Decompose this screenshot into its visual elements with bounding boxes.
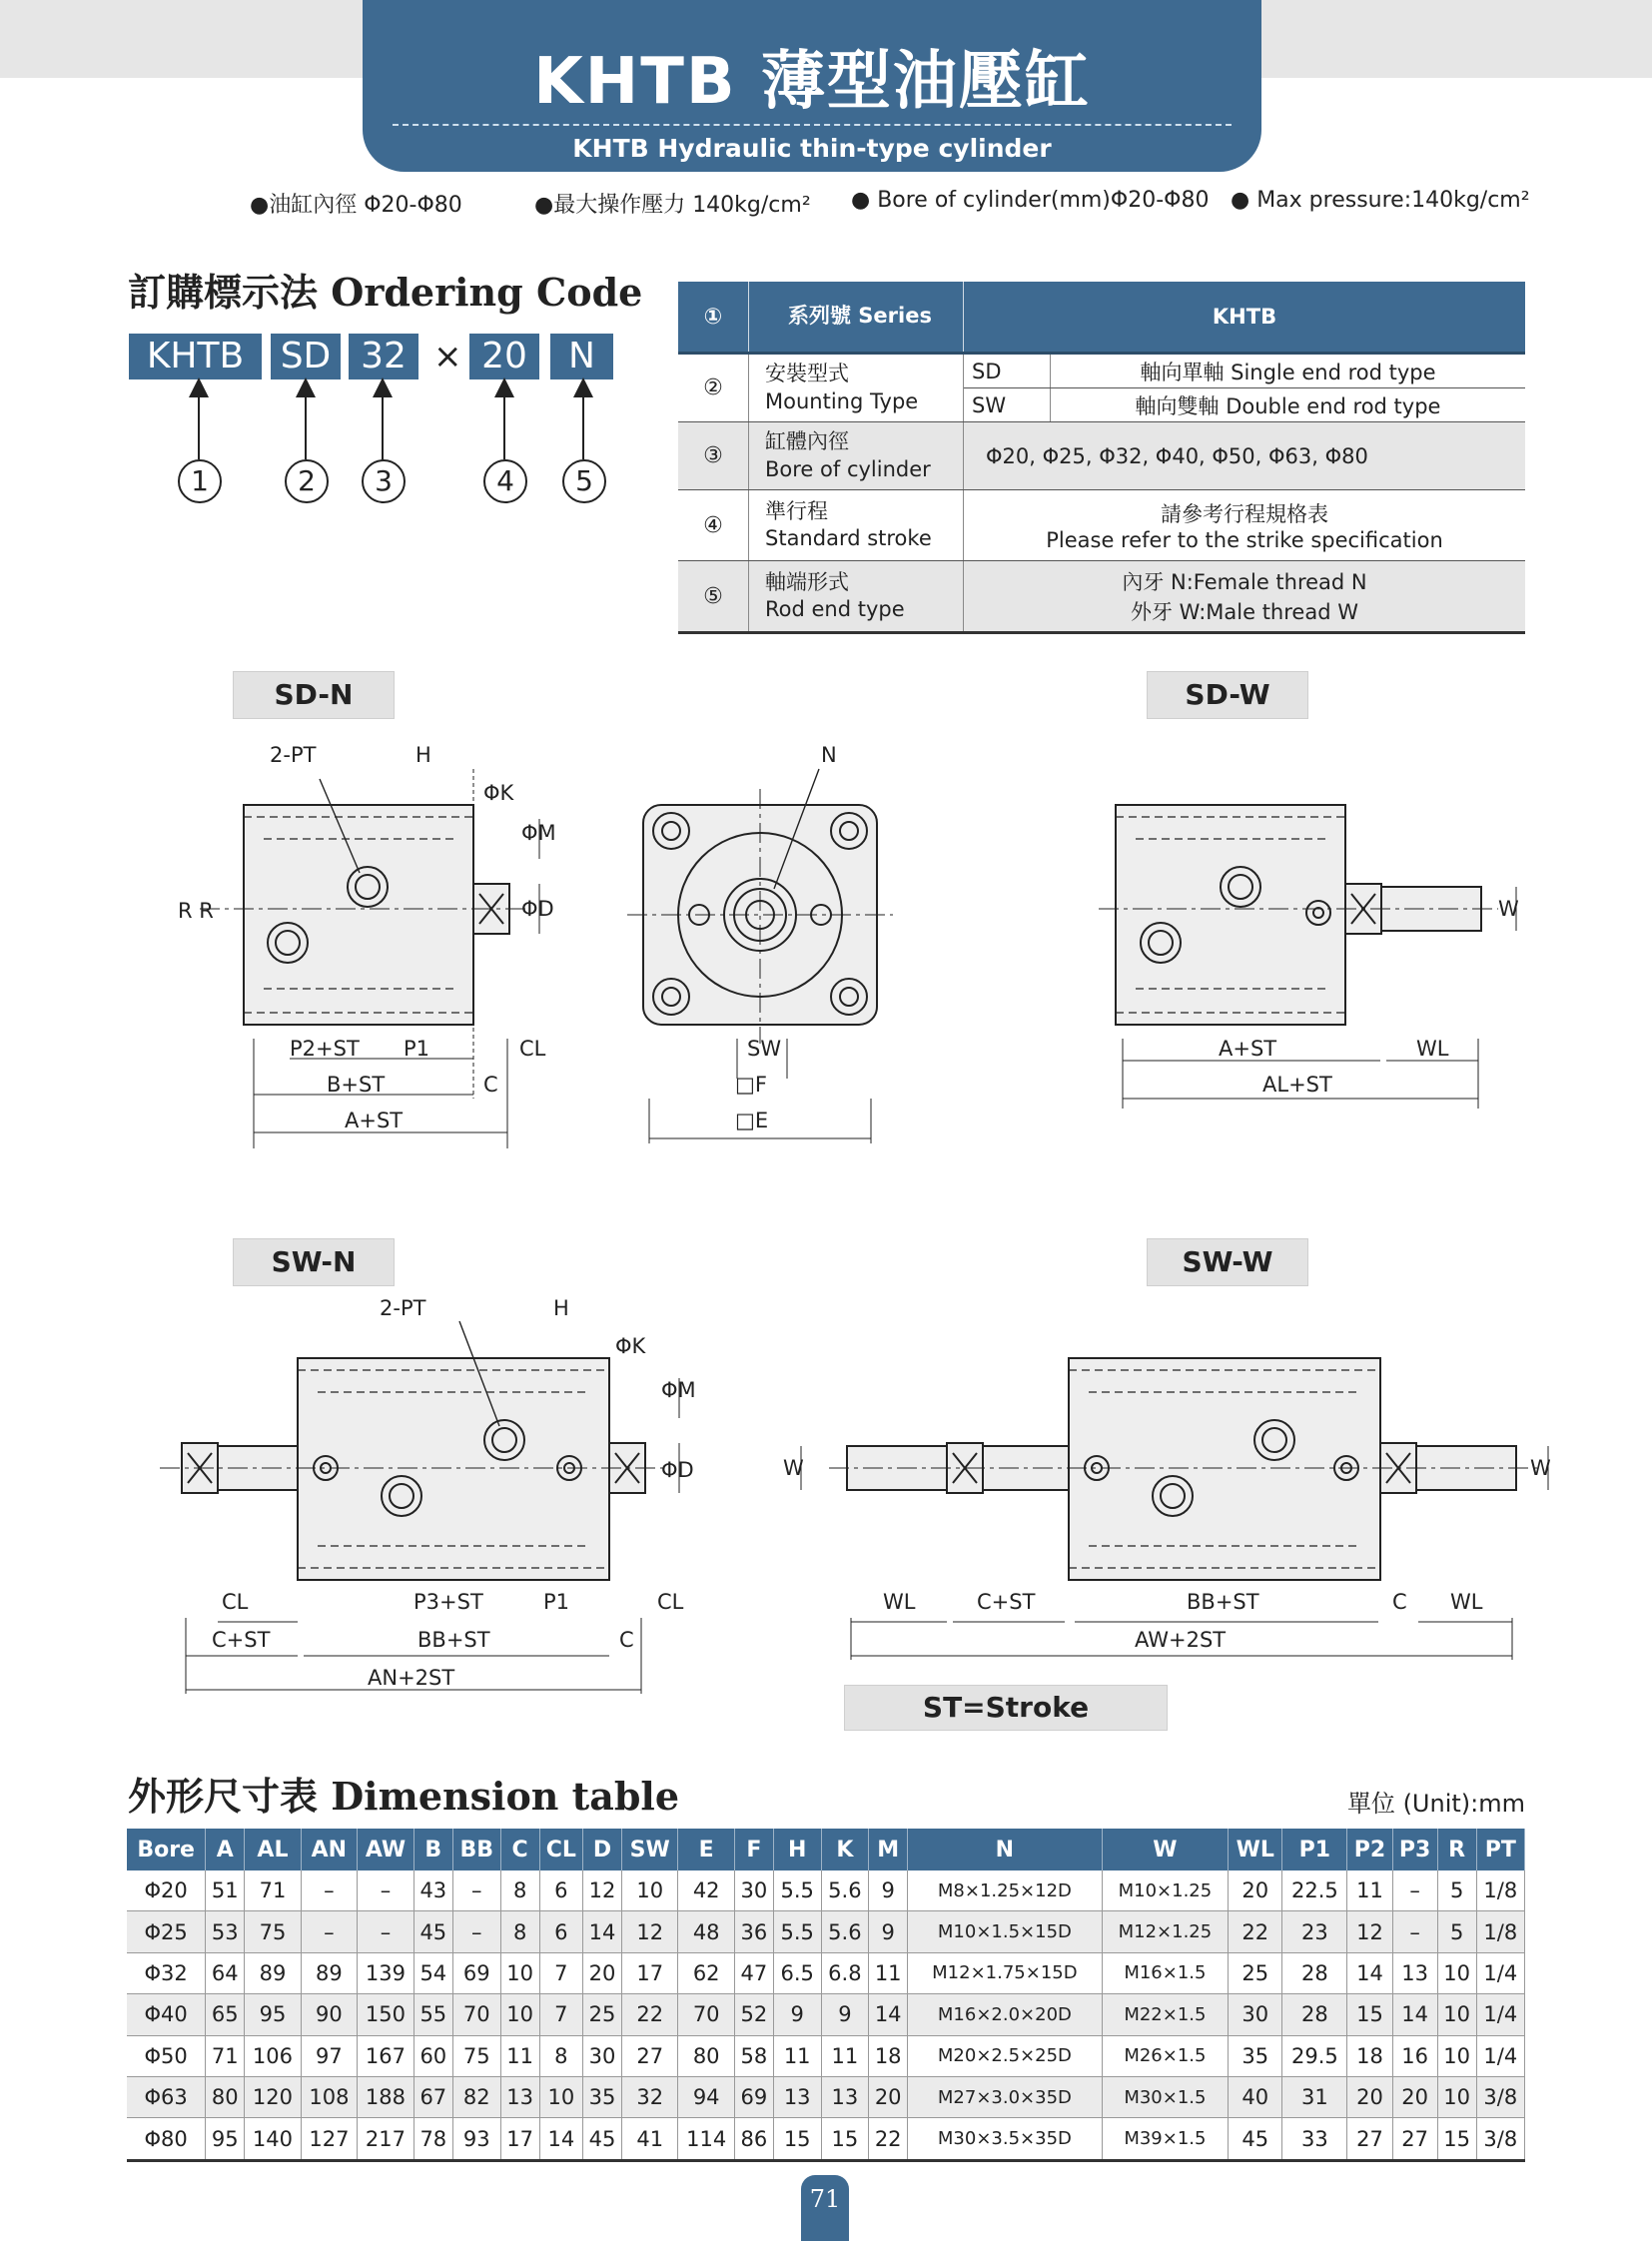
table-cell: 82	[452, 2076, 500, 2117]
label-n: N	[821, 743, 837, 767]
sw-w-side-view	[801, 1358, 1548, 1660]
table-cell: 89	[301, 1952, 357, 1993]
table-cell: 11	[1347, 1870, 1392, 1911]
table-cell: –	[452, 1911, 500, 1952]
table-cell: 15	[1437, 2118, 1476, 2160]
table-cell: 17	[500, 2118, 539, 2160]
column-header: Bore	[127, 1829, 206, 1870]
table-cell: 14	[1347, 1952, 1392, 1993]
marker-5: 5	[562, 459, 606, 503]
table-cell: 23	[1282, 1911, 1347, 1952]
table-cell: 15	[1347, 1994, 1392, 2035]
row-value: Φ20, Φ25, Φ32, Φ40, Φ50, Φ63, Φ80	[964, 422, 1526, 490]
column-header: AN	[301, 1829, 357, 1870]
label-cl: CL	[519, 1037, 546, 1061]
table-cell: 95	[245, 1994, 301, 2035]
table-cell: 67	[413, 2076, 452, 2117]
table-cell: 51	[206, 1870, 245, 1911]
table-cell: 12	[1347, 1911, 1392, 1952]
table-cell: 14	[539, 2118, 582, 2160]
sd-w-side-view	[1099, 805, 1516, 1109]
table-cell: 25	[1229, 1952, 1282, 1993]
table-cell: 11	[869, 1952, 908, 1993]
table-cell: 95	[206, 2118, 245, 2160]
label-sw-w: SW-W	[1147, 1238, 1308, 1286]
label-sd-w: SD-W	[1147, 671, 1308, 719]
column-header: F	[734, 1829, 773, 1870]
table-cell: 18	[1347, 2035, 1392, 2076]
table-cell: 150	[358, 1994, 414, 2035]
label-h: H	[415, 743, 431, 767]
table-cell: Φ50	[127, 2035, 206, 2076]
table-cell: 140	[245, 2118, 301, 2160]
table-cell: 35	[583, 2076, 622, 2117]
page-title: KHTB 薄型油壓缸	[533, 45, 1091, 119]
label-m: ΦM	[521, 821, 556, 845]
table-cell: 41	[621, 2118, 677, 2160]
marker-2: 2	[285, 459, 329, 503]
table-cell: 9	[821, 1994, 869, 2035]
column-header: P2	[1347, 1829, 1392, 1870]
dimension-table	[127, 1829, 1525, 2162]
label-en: Rod end type	[765, 597, 905, 621]
table-cell: 55	[413, 1994, 452, 2035]
table-cell: Φ20	[127, 1870, 206, 1911]
table-cell: 80	[206, 2076, 245, 2117]
table-cell: 120	[245, 2076, 301, 2117]
table-row	[127, 2035, 1525, 2076]
label-en: Mounting Type	[765, 388, 919, 413]
table-cell: 69	[734, 2076, 773, 2117]
table-cell: 8	[539, 2035, 582, 2076]
table-cell: 14	[869, 1994, 908, 2035]
page-subtitle: KHTB Hydraulic thin-type cylinder	[572, 134, 1052, 163]
table-cell: 25	[583, 1994, 622, 2035]
label-aw2st: AW+2ST	[1135, 1628, 1227, 1652]
label-ast-w: A+ST	[1219, 1037, 1277, 1061]
table-cell: Φ40	[127, 1994, 206, 2035]
table-cell: 5.5	[773, 1870, 821, 1911]
table-cell: M16×2.0×20D	[908, 1994, 1102, 2035]
table-cell: 5	[1437, 1870, 1476, 1911]
table-cell: –	[358, 1911, 414, 1952]
table-cell: 5.6	[821, 1870, 869, 1911]
code-series: KHTB	[129, 334, 262, 379]
table-cell: 11	[500, 2035, 539, 2076]
table-cell: 20	[1229, 1870, 1282, 1911]
table-cell: 13	[773, 2076, 821, 2117]
table-cell: M30×3.5×35D	[908, 2118, 1102, 2160]
table-cell: 15	[773, 2118, 821, 2160]
table-cell: 45	[1229, 2118, 1282, 2160]
table-row	[127, 1952, 1525, 1993]
table-cell: 20	[583, 1952, 622, 1993]
table-cell: 93	[452, 2118, 500, 2160]
table-cell: 10	[500, 1994, 539, 2035]
table-cell: 1/4	[1476, 2035, 1524, 2076]
table-cell: –	[301, 1911, 357, 1952]
column-header: CL	[539, 1829, 582, 1870]
row-number: ⑤	[678, 561, 749, 633]
column-header: WL	[1229, 1829, 1282, 1870]
table-cell: –	[1392, 1911, 1437, 1952]
column-header: C	[500, 1829, 539, 1870]
table-cell: 94	[678, 2076, 734, 2117]
label-sd-n: SD-N	[233, 671, 395, 719]
table-cell: 13	[1392, 1952, 1437, 1993]
row-number: ③	[678, 422, 749, 490]
table-cell: 30	[583, 2035, 622, 2076]
label-cn: 軸端形式	[765, 569, 849, 594]
table-cell: 11	[821, 2035, 869, 2076]
spec-pressure-en: ● Max pressure:140kg/cm²	[1231, 188, 1530, 213]
code-rod-end: N	[550, 334, 613, 379]
table-cell: 9	[869, 1870, 908, 1911]
label-an2st: AN+2ST	[368, 1666, 455, 1690]
page-number: 71	[801, 2175, 849, 2241]
table-cell: 27	[1347, 2118, 1392, 2160]
table-cell: 27	[1392, 2118, 1437, 2160]
column-header: PT	[1476, 1829, 1524, 1870]
table-cell: Φ25	[127, 1911, 206, 1952]
table-row	[127, 1911, 1525, 1952]
table-cell: –	[452, 1870, 500, 1911]
table-cell: 10	[1437, 1994, 1476, 2035]
value-cn: 請參考行程規格表	[1161, 502, 1328, 526]
option-code: SD	[964, 354, 1051, 388]
table-cell: 29.5	[1282, 2035, 1347, 2076]
dimension-header-row	[127, 1829, 1525, 1870]
table-row	[127, 1994, 1525, 2035]
table-cell: 47	[734, 1952, 773, 1993]
label-r: R R	[178, 899, 214, 923]
table-row	[127, 2076, 1525, 2117]
table-cell: 167	[358, 2035, 414, 2076]
table-cell: 64	[206, 1952, 245, 1993]
table-cell: 6	[539, 1870, 582, 1911]
table-cell: 5.5	[773, 1911, 821, 1952]
table-cell: 17	[621, 1952, 677, 1993]
table-cell: 12	[583, 1870, 622, 1911]
table-cell: 8	[500, 1870, 539, 1911]
label-p2st: P2+ST	[290, 1037, 360, 1061]
label-k: ΦK	[483, 781, 514, 805]
table-row	[127, 1870, 1525, 1911]
table-cell: 40	[1229, 2076, 1282, 2117]
table-row	[127, 2118, 1525, 2160]
table-cell: 62	[678, 1952, 734, 1993]
label-sw: SW	[747, 1037, 782, 1061]
label-p1: P1	[404, 1037, 430, 1061]
label-c-swn: C	[619, 1628, 634, 1652]
table-cell: 14	[1392, 1994, 1437, 2035]
table-cell: 43	[413, 1870, 452, 1911]
table-cell: 71	[245, 1870, 301, 1911]
table-cell: 90	[301, 1994, 357, 2035]
table-cell: 1/8	[1476, 1870, 1524, 1911]
spec-bore-en: ● Bore of cylinder(mm)Φ20-Φ80	[851, 188, 1210, 213]
table-cell: 188	[358, 2076, 414, 2117]
table-cell: 10	[1437, 2035, 1476, 2076]
table-cell: 58	[734, 2035, 773, 2076]
option-desc: 軸向單軸 Single end rod type	[1051, 354, 1526, 388]
table-cell: 30	[1229, 1994, 1282, 2035]
table-cell: 6.8	[821, 1952, 869, 1993]
table-cell: 3/8	[1476, 2118, 1524, 2160]
column-header: AL	[245, 1829, 301, 1870]
table-cell: 10	[500, 1952, 539, 1993]
table-cell: 78	[413, 2118, 452, 2160]
ordering-heading: 訂購標示法 Ordering Code	[128, 270, 643, 315]
spec-bore-cn: ●油缸內徑 Φ20-Φ80	[250, 193, 462, 218]
table-cell: 16	[1392, 2035, 1437, 2076]
table-cell: 9	[869, 1911, 908, 1952]
unit-label: 單位 (Unit):mm	[1346, 1790, 1525, 1818]
label-cst-w: C+ST	[977, 1590, 1036, 1614]
table-cell: –	[301, 1870, 357, 1911]
marker-1: 1	[178, 459, 222, 503]
label-bst: B+ST	[327, 1073, 386, 1097]
label-cn: 安裝型式	[765, 362, 849, 386]
label-2pt: 2-PT	[270, 743, 317, 767]
table-cell: 65	[206, 1994, 245, 2035]
column-header: H	[773, 1829, 821, 1870]
stroke-note: ST=Stroke	[844, 1685, 1168, 1731]
table-cell: M27×3.0×35D	[908, 2076, 1102, 2117]
code-times: ×	[433, 337, 462, 376]
table-cell: M8×1.25×12D	[908, 1870, 1102, 1911]
label-en: Standard stroke	[765, 526, 932, 550]
row-number: ②	[678, 354, 749, 422]
table-cell: M12×1.25	[1102, 1911, 1229, 1952]
label-cst: C+ST	[212, 1628, 271, 1652]
table-cell: 9	[773, 1994, 821, 2035]
table-cell: M30×1.5	[1102, 2076, 1229, 2117]
table-cell: 217	[358, 2118, 414, 2160]
column-header: K	[821, 1829, 869, 1870]
table-cell: Φ80	[127, 2118, 206, 2160]
column-header: D	[583, 1829, 622, 1870]
row-value: KHTB	[964, 282, 1526, 354]
label-w: W	[1498, 897, 1519, 921]
table-cell: 27	[621, 2035, 677, 2076]
table-cell: 6	[539, 1911, 582, 1952]
table-cell: 5	[1437, 1911, 1476, 1952]
table-cell: 1/4	[1476, 1994, 1524, 2035]
table-cell: M39×1.5	[1102, 2118, 1229, 2160]
marker-4: 4	[483, 459, 527, 503]
column-header: M	[869, 1829, 908, 1870]
code-stroke: 20	[469, 334, 539, 379]
table-cell: M12×1.75×15D	[908, 1952, 1102, 1993]
table-cell: M26×1.5	[1102, 2035, 1229, 2076]
label-c-w: C	[1392, 1590, 1407, 1614]
label-cn: 準行程	[765, 498, 828, 523]
column-header: P1	[1282, 1829, 1347, 1870]
table-cell: 10	[621, 1870, 677, 1911]
table-cell: M10×1.5×15D	[908, 1911, 1102, 1952]
table-cell: 75	[452, 2035, 500, 2076]
table-cell: Φ63	[127, 2076, 206, 2117]
table-cell: 3/8	[1476, 2076, 1524, 2117]
table-cell: 12	[621, 1911, 677, 1952]
table-cell: Φ32	[127, 1952, 206, 1993]
label-c: C	[483, 1073, 498, 1097]
table-cell: 28	[1282, 1952, 1347, 1993]
table-cell: 139	[358, 1952, 414, 1993]
table-cell: 54	[413, 1952, 452, 1993]
table-cell: 15	[821, 2118, 869, 2160]
table-cell: 32	[621, 2076, 677, 2117]
table-cell: 53	[206, 1911, 245, 1952]
table-cell: 8	[500, 1911, 539, 1952]
label-k-swn: ΦK	[615, 1334, 646, 1358]
column-header: SW	[621, 1829, 677, 1870]
row-number: ①	[678, 282, 749, 354]
option-desc: 軸向雙軸 Double end rod type	[1051, 388, 1526, 422]
table-cell: 33	[1282, 2118, 1347, 2160]
column-header: W	[1102, 1829, 1229, 1870]
table-cell: M10×1.25	[1102, 1870, 1229, 1911]
table-cell: 30	[734, 1870, 773, 1911]
row-number: ④	[678, 490, 749, 561]
table-cell: 7	[539, 1952, 582, 1993]
marker-3: 3	[362, 459, 406, 503]
table-cell: 52	[734, 1994, 773, 2035]
table-cell: 13	[500, 2076, 539, 2117]
table-cell: 70	[678, 1994, 734, 2035]
table-cell: 1/4	[1476, 1952, 1524, 1993]
label-p3st: P3+ST	[413, 1590, 483, 1614]
table-cell: 14	[583, 1911, 622, 1952]
label-m-swn: ΦM	[661, 1378, 696, 1402]
table-cell: 36	[734, 1911, 773, 1952]
table-cell: 10	[539, 2076, 582, 2117]
label-wl-right: WL	[1450, 1590, 1483, 1614]
table-cell: –	[1392, 1870, 1437, 1911]
table-cell: –	[358, 1870, 414, 1911]
table-cell: 22	[621, 1994, 677, 2035]
label-ast: A+ST	[345, 1109, 404, 1132]
column-header: BB	[452, 1829, 500, 1870]
label-en: Bore of cylinder	[765, 456, 931, 481]
column-header: A	[206, 1829, 245, 1870]
code-mounting: SD	[271, 334, 341, 379]
label-d: ΦD	[521, 897, 554, 921]
table-cell: 22.5	[1282, 1870, 1347, 1911]
label-alst: AL+ST	[1262, 1073, 1332, 1097]
label-w-left: W	[783, 1456, 804, 1480]
table-cell: 106	[245, 2035, 301, 2076]
label-bbst-w: BB+ST	[1187, 1590, 1259, 1614]
column-header: P3	[1392, 1829, 1437, 1870]
column-header: N	[908, 1829, 1102, 1870]
label-h-swn: H	[553, 1296, 569, 1320]
table-cell: 108	[301, 2076, 357, 2117]
label-wl: WL	[1416, 1037, 1449, 1061]
column-header: E	[678, 1829, 734, 1870]
label-sw-n: SW-N	[233, 1238, 395, 1286]
table-cell: 10	[1437, 1952, 1476, 1993]
table-cell: 70	[452, 1994, 500, 2035]
column-header: B	[413, 1829, 452, 1870]
table-cell: 20	[1347, 2076, 1392, 2117]
table-cell: 89	[245, 1952, 301, 1993]
label-f: □F	[735, 1073, 767, 1097]
option-code: SW	[964, 388, 1051, 422]
value-cn: 內牙 N:Female thread N	[1122, 570, 1367, 594]
table-cell: 71	[206, 2035, 245, 2076]
table-cell: M22×1.5	[1102, 1994, 1229, 2035]
label-2pt-swn: 2-PT	[380, 1296, 426, 1320]
value-en: Please refer to the strike specification	[1046, 528, 1443, 552]
column-header: R	[1437, 1829, 1476, 1870]
row-label: 系列號 Series	[749, 282, 964, 354]
column-header: AW	[358, 1829, 414, 1870]
table-cell: 20	[1392, 2076, 1437, 2117]
code-bore: 32	[349, 334, 418, 379]
table-cell: 10	[1437, 2076, 1476, 2117]
label-p1-swn: P1	[543, 1590, 570, 1614]
label-d-swn: ΦD	[661, 1458, 694, 1482]
label-cl-left: CL	[222, 1590, 249, 1614]
table-cell: 97	[301, 2035, 357, 2076]
table-cell: 45	[413, 1911, 452, 1952]
table-cell: M16×1.5	[1102, 1952, 1229, 1993]
table-cell: 11	[773, 2035, 821, 2076]
table-cell: 35	[1229, 2035, 1282, 2076]
table-cell: 13	[821, 2076, 869, 2117]
table-cell: 60	[413, 2035, 452, 2076]
table-cell: 7	[539, 1994, 582, 2035]
table-cell: 1/8	[1476, 1911, 1524, 1952]
table-cell: 31	[1282, 2076, 1347, 2117]
table-cell: 18	[869, 2035, 908, 2076]
label-bbst: BB+ST	[417, 1628, 490, 1652]
label-wl-left: WL	[883, 1590, 916, 1614]
spec-pressure-cn: ●最大操作壓力 140kg/cm²	[534, 193, 811, 218]
label-w-right: W	[1530, 1456, 1551, 1480]
table-cell: 86	[734, 2118, 773, 2160]
table-cell: 28	[1282, 1994, 1347, 2035]
table-cell: 20	[869, 2076, 908, 2117]
table-cell: 114	[678, 2118, 734, 2160]
label-cl-right: CL	[657, 1590, 684, 1614]
label-e: □E	[735, 1109, 769, 1132]
table-cell: 22	[869, 2118, 908, 2160]
table-cell: 69	[452, 1952, 500, 1993]
table-cell: 80	[678, 2035, 734, 2076]
table-cell: 5.6	[821, 1911, 869, 1952]
table-cell: 48	[678, 1911, 734, 1952]
table-cell: 22	[1229, 1911, 1282, 1952]
table-cell: 75	[245, 1911, 301, 1952]
table-cell: M20×2.5×25D	[908, 2035, 1102, 2076]
label-cn: 缸體內徑	[765, 429, 849, 454]
table-cell: 6.5	[773, 1952, 821, 1993]
dimension-heading: 外形尺寸表 Dimension table	[128, 1774, 680, 1819]
value-en: 外牙 W:Male thread W	[1131, 600, 1358, 624]
table-cell: 42	[678, 1870, 734, 1911]
table-cell: 45	[583, 2118, 622, 2160]
table-cell: 127	[301, 2118, 357, 2160]
